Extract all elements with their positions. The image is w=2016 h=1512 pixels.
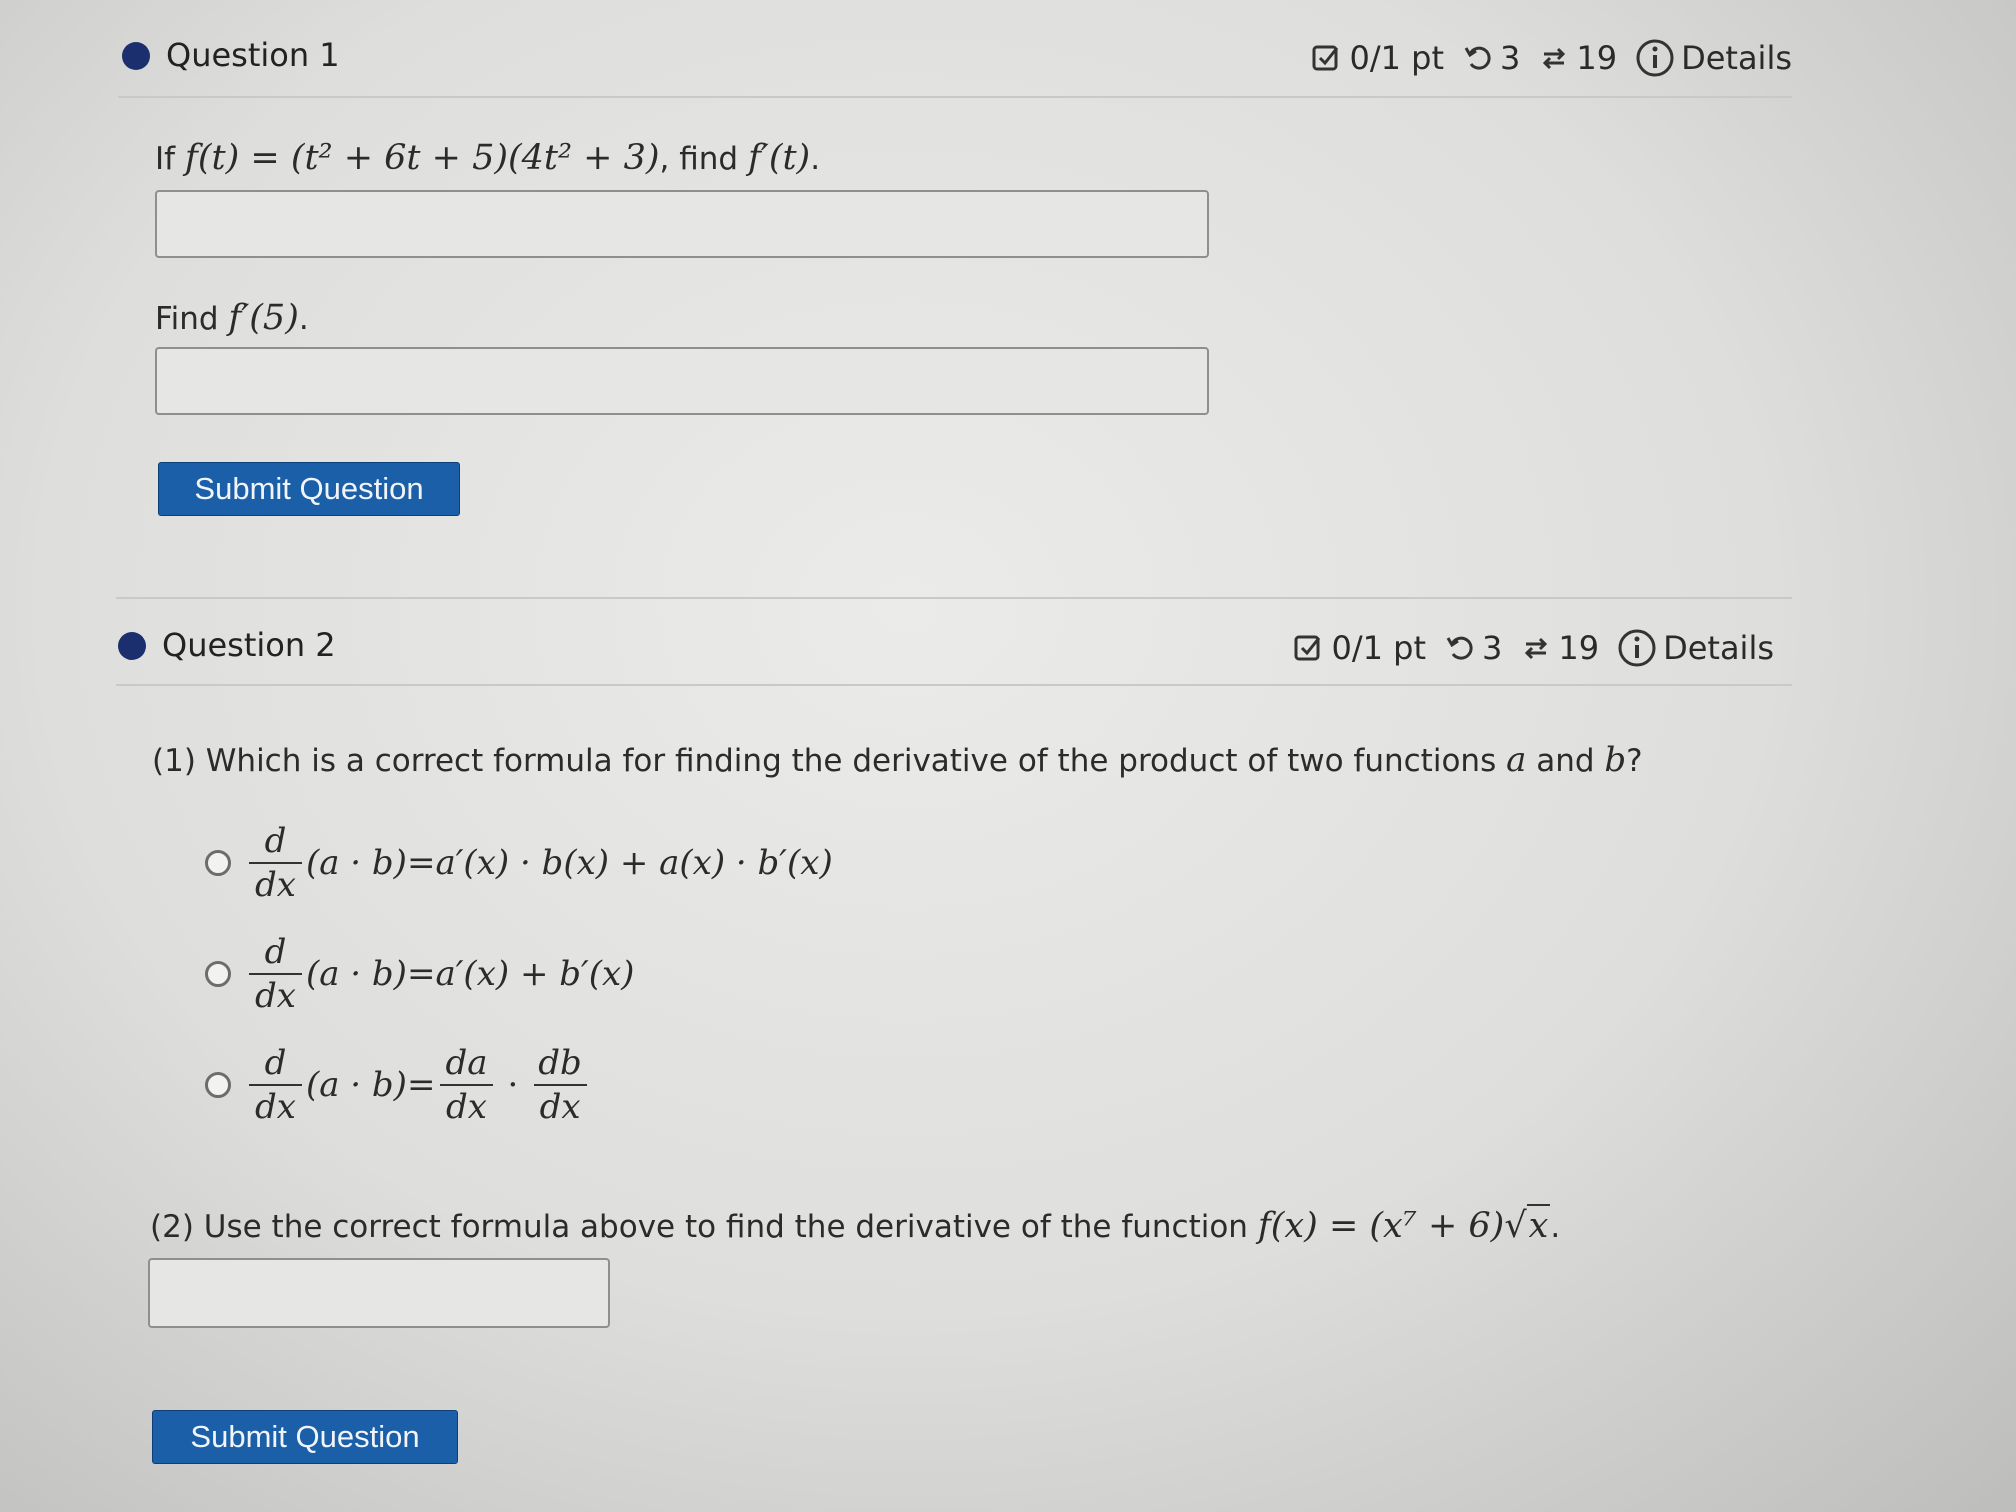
retry-icon <box>1444 632 1476 664</box>
question-1-prompt-2: Find f′(5). <box>155 298 309 338</box>
question-title: Question 2 <box>162 626 336 664</box>
retries-count: 3 <box>1481 629 1503 667</box>
question-1-header <box>122 24 1792 80</box>
question-2-part-1-prompt: (1) Which is a correct formula for finding the derivative of the product of two functions a and b? <box>152 740 1643 780</box>
question-2-part-2-prompt: (2) Use the correct formula above to find the derivative of the function f(x) = (x⁷ + 6)√x. <box>150 1206 1561 1246</box>
answer-input-derivative[interactable] <box>148 1258 610 1328</box>
answer-input-f-prime-t[interactable] <box>155 190 1209 258</box>
checkbox-score-icon <box>1311 42 1343 74</box>
formula-option-2[interactable]: $\frac{d}{dx}$ (a · b)= a′(x) + b′(x) <box>205 929 634 1019</box>
submit-question-2-button[interactable]: Submit Question <box>152 1410 458 1464</box>
divider <box>116 597 1792 599</box>
radio-button[interactable] <box>205 850 231 876</box>
info-icon[interactable] <box>1617 628 1657 668</box>
function-expression: f(t) = (t² + 6t + 5)(4t² + 3) <box>184 138 660 178</box>
submit-question-1-button[interactable]: Submit Question <box>158 462 460 516</box>
attempts-icon <box>1538 42 1570 74</box>
attempts-count: 19 <box>1576 39 1618 77</box>
formula-option-1[interactable]: $\frac{d}{dx}$ (a · b)= a′(x) · b(x) + a(x) · b′(x) <box>205 818 833 908</box>
attempts-count: 19 <box>1558 629 1600 667</box>
divider <box>116 684 1792 686</box>
score-text: 0/1 pt <box>1349 39 1444 77</box>
details-link[interactable]: Details <box>1663 629 1774 667</box>
derivative-target: f′(t) <box>747 138 811 178</box>
radio-button[interactable] <box>205 961 231 987</box>
question-1-prompt-1: If f(t) = (t² + 6t + 5)(4t² + 3), find f′(t). <box>155 138 821 178</box>
divider <box>118 96 1792 98</box>
question-meta <box>1311 38 1792 78</box>
question-status-dot <box>118 632 146 660</box>
info-icon[interactable] <box>1635 38 1675 78</box>
question-status-dot <box>122 42 150 70</box>
attempts-icon <box>1520 632 1552 664</box>
score-text: 0/1 pt <box>1331 629 1426 667</box>
question-2-header <box>118 614 1774 670</box>
retry-icon <box>1462 42 1494 74</box>
derivative-eval-target: f′(5) <box>228 298 299 338</box>
question-meta <box>1293 628 1774 668</box>
radio-button[interactable] <box>205 1072 231 1098</box>
checkbox-score-icon <box>1293 632 1325 664</box>
question-title: Question 1 <box>166 36 340 74</box>
answer-input-f-prime-5[interactable] <box>155 347 1209 415</box>
retries-count: 3 <box>1499 39 1521 77</box>
details-link[interactable]: Details <box>1681 39 1792 77</box>
formula-option-3[interactable]: $\frac{d}{dx}$ (a · b)= $\frac{da}{dx}$ · $\frac{db}{dx}$ <box>205 1040 592 1130</box>
